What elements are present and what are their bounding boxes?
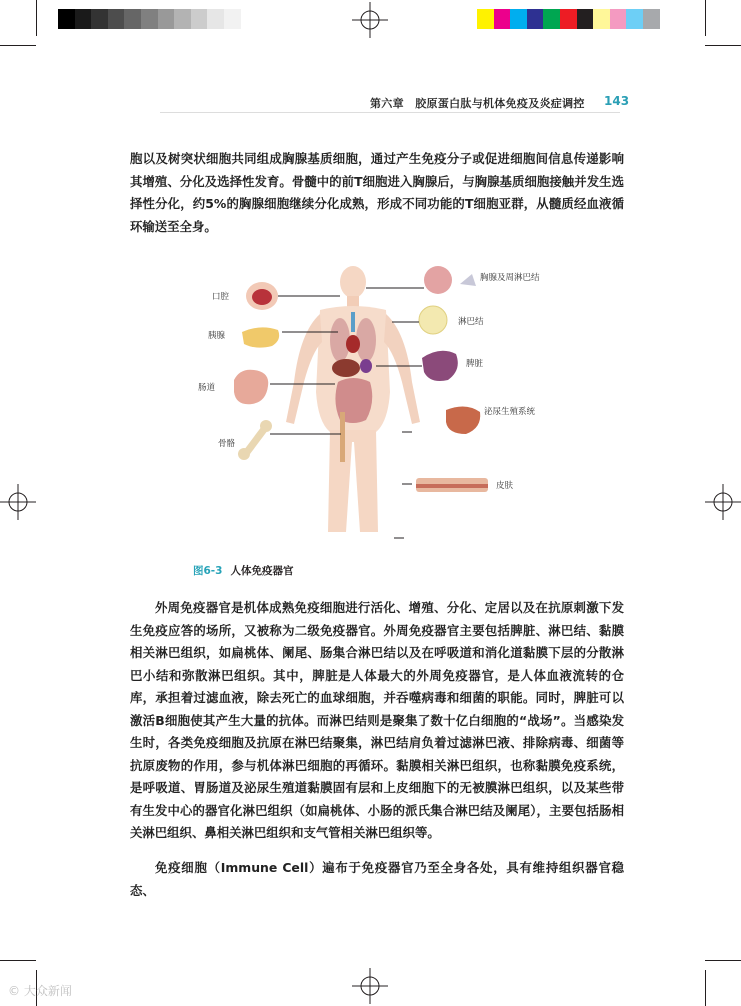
body-paragraph-2: 外周免疫器官是机体成熟免疫细胞进行活化、增殖、分化、定居以及在抗原刺激下发生免疫应答的场所，又被称为二级免疫器官。外周免疫器官主要包括脾脏、淋巴结、黏膜相关淋巴组织，如扁桃体、阑尾、肠集合淋巴结以及在呼吸道和消化道黏膜下层的分散淋巴小结和弥散淋巴组织。其中，脾脏是人体最大的外周免疫器官，是人体血液流转的仓库，承担着过滤血液，除去死亡的血球细胞，并吞噬病毒和细菌的职能。同时，脾脏可以激活B细胞使其产生大量的抗体。而淋巴结则是聚集了数十亿白细胞的“战场”。当感染发生时，各类免疫细胞及抗原在淋巴结聚集，淋巴结肩负着过滤淋巴液、排除病毒、细菌等抗原废物的作用，参与机体淋巴细胞的再循环。黏膜相关淋巴组织，也称黏膜免疫系统，是呼吸道、胃肠道及泌尿生殖道黏膜固有层和上皮细胞下的无被膜淋巴组织，以及某些带有生发中心的器官化淋巴组织（如扁桃体、小肠的派氏集合淋巴结及阑尾），主要包括肠相关淋巴组织、鼻相关淋巴组织和支气管相关淋巴组织等。 xyxy=(130,600,624,840)
label-spleen: 脾脏 xyxy=(466,359,484,369)
crop-mark-tr-h xyxy=(705,45,741,46)
process-color-bar xyxy=(477,9,660,29)
bladder-illustration xyxy=(446,406,480,434)
mouth-illustration xyxy=(246,282,278,310)
gray-swatch-1 xyxy=(75,9,92,29)
crop-mark-bl-h xyxy=(0,960,36,961)
body-paragraph-1: 胞以及树突状细胞共同组成胸腺基质细胞，通过产生免疫分子或促进细胞间信息传递影响其增殖、分化及选择性发育。骨髓中的前T细胞进入胸腺后，与胸腺基质细胞接触并发生选择性分化，约5%的胸腺细胞继续分化成熟，形成不同功能的T细胞亚群，从髓质经血液循环输送至全身。 xyxy=(130,151,624,234)
immune-organs-figure xyxy=(190,262,560,552)
lymph-node-illustration xyxy=(419,306,447,334)
registration-mark-bottom xyxy=(352,968,388,1004)
color-swatch-0 xyxy=(477,9,494,29)
figure-caption-text: 人体免疫器官 xyxy=(230,565,294,577)
gray-swatch-4 xyxy=(124,9,141,29)
figure-caption xyxy=(193,563,293,578)
intestine-illustration xyxy=(234,370,268,405)
color-swatch-2 xyxy=(510,9,527,29)
label-bone: 骨骼 xyxy=(218,439,236,449)
color-swatch-7 xyxy=(593,9,610,29)
color-swatch-6 xyxy=(577,9,594,29)
color-swatch-8 xyxy=(610,9,627,29)
color-swatch-10 xyxy=(643,9,660,29)
color-swatch-3 xyxy=(527,9,544,29)
label-mouth: 口腔 xyxy=(212,292,230,302)
figure-number: 图6-3 xyxy=(193,565,223,577)
bone-illustration xyxy=(238,420,272,460)
crop-mark-tl-h xyxy=(0,45,36,46)
gray-swatch-3 xyxy=(108,9,125,29)
crop-mark-tl-v xyxy=(36,0,37,36)
gray-swatch-6 xyxy=(158,9,175,29)
gray-swatch-10 xyxy=(224,9,241,29)
running-header-title: 第六章 胶原蛋白肽与机体免疫及炎症调控 xyxy=(370,97,585,110)
pancreas-illustration xyxy=(242,327,279,347)
skin-illustration xyxy=(416,478,488,492)
registration-mark-top xyxy=(352,2,388,38)
crop-mark-tr-v xyxy=(705,0,706,36)
label-intestine: 肠道 xyxy=(198,383,216,393)
gray-swatch-2 xyxy=(91,9,108,29)
registration-mark-left xyxy=(0,484,36,520)
page-number: 143 xyxy=(604,94,630,108)
label-pancreas: 胰腺 xyxy=(208,331,226,341)
color-swatch-4 xyxy=(543,9,560,29)
gray-swatch-0 xyxy=(58,9,75,29)
body-paragraph-3: 免疫细胞（Immune Cell）遍布于免疫器官乃至全身各处，具有维持组织器官稳态、 xyxy=(130,860,624,898)
gray-color-bar xyxy=(58,9,257,29)
human-body-illustration xyxy=(286,266,420,532)
registration-mark-right xyxy=(705,484,741,520)
color-swatch-5 xyxy=(560,9,577,29)
gray-swatch-11 xyxy=(241,9,258,29)
gray-swatch-5 xyxy=(141,9,158,29)
watermark: © 大众新闻 xyxy=(8,984,72,998)
color-swatch-1 xyxy=(494,9,511,29)
label-skin: 皮肤 xyxy=(496,481,514,491)
color-swatch-9 xyxy=(626,9,643,29)
thymus-illustration xyxy=(424,266,476,294)
crop-mark-br-h xyxy=(705,960,741,961)
gray-swatch-9 xyxy=(207,9,224,29)
header-rule xyxy=(160,112,620,113)
spleen-illustration xyxy=(422,351,458,381)
label-bladder: 泌尿生殖系统 xyxy=(484,407,536,417)
label-thymus: 胸腺及周淋巴结 xyxy=(480,273,540,283)
label-lymph-node: 淋巴结 xyxy=(458,317,484,327)
crop-mark-br-v xyxy=(705,970,706,1006)
gray-swatch-7 xyxy=(174,9,191,29)
gray-swatch-8 xyxy=(191,9,208,29)
